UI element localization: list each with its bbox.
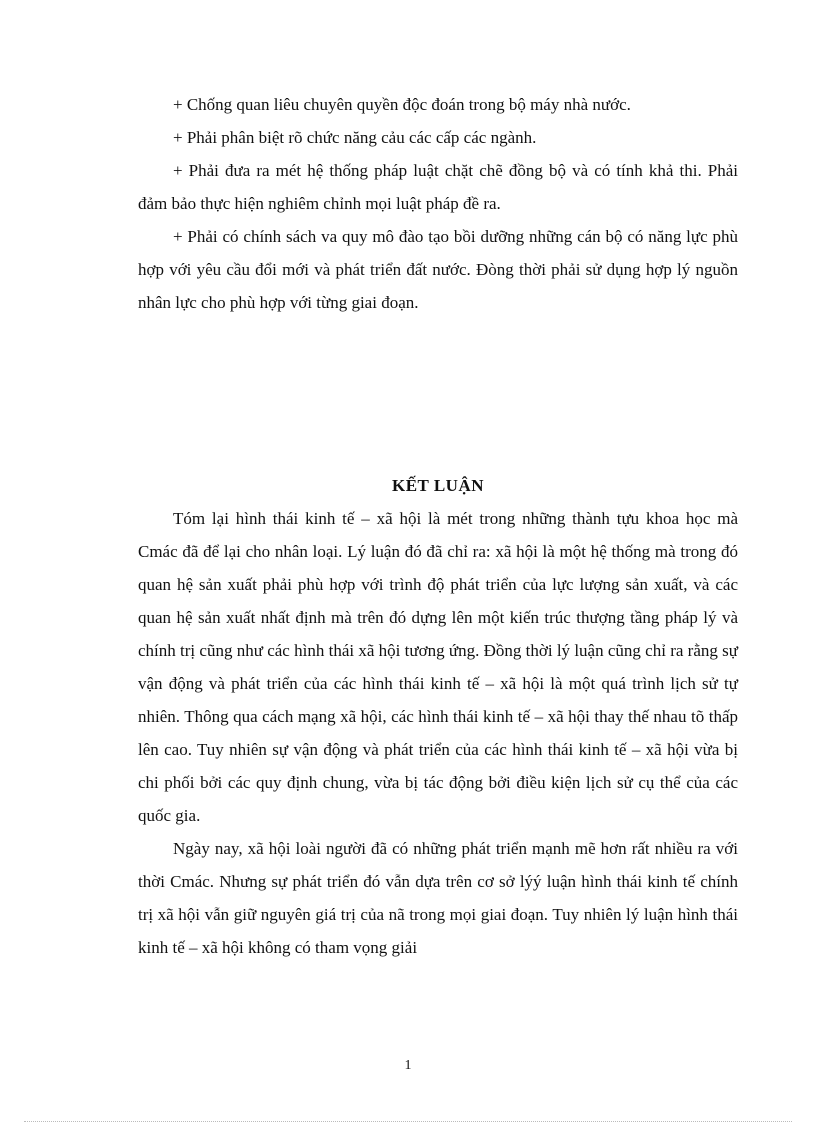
page-number: 1 <box>404 1058 412 1073</box>
section-heading: KẾT LUẬN <box>391 476 484 495</box>
bullet-paragraph: + Phải có chính sách va quy mô đào tạo bồi dưỡng những cán bộ có năng lực phù hợp với yêu cầu đổi mới và phát triển đất nước. Đòng thời phải sử dụng hợp lý nguồn nhân lực cho phù hợp với từng giai đoạn. <box>138 227 738 312</box>
conclusion-paragraph: Ngày nay, xã hội loài người đã có những phát triển mạnh mẽ hơn rất nhiều ra với thời Cmác. Nhưng sự phát triển đó vẫn dựa trên cơ sở lýý luận hình thái kinh tế chính trị xã hội vẫn giữ nguyên giá trị của nã trong mọi giai đoạn. Tuy nhiên lý luận hình thái kinh tế – xã hội không có tham vọng giải <box>138 839 738 957</box>
page-bottom-edge <box>24 1121 792 1122</box>
bullet-paragraph: + Phải đưa ra mét hệ thống pháp luật chặt chẽ đồng bộ và có tính khả thi. Phải đảm bảo thực hiện nghiêm chỉnh mọi luật pháp đề ra. <box>138 161 738 213</box>
bullet-paragraph: + Chống quan liêu chuyên quyền độc đoán trong bộ máy nhà nước. <box>173 95 631 114</box>
section-spacer <box>138 319 738 469</box>
conclusion-paragraph: Tóm lại hình thái kinh tế – xã hội là mét trong những thành tựu khoa học mà Cmác đã để lại cho nhân loại. Lý luận đó đã chỉ ra: xã hội là một hệ thống mà trong đó quan hệ sản xuất phải phù hợp với trình độ phát triển của lực lượng sản xuất, và các quan hệ sản xuất nhất định mà trên đó dựng lên một kiến trúc thượng tầng pháp lý và chính trị cũng như các hình thái xã hội tương ứng. Đồng thời lý luận cũng chỉ ra rằng sự vận động và phát triển của các hình thái kinh tế – xã hội là một quá trình lịch sử tự nhiên. Thông qua cách mạng xã hội, các hình thái kinh tế – xã hội thay thế nhau tõ thấp lên cao. Tuy nhiên sự vận động và phát triển của các hình thái kinh tế – xã hội vừa bị chi phối bởi các quy định chung, vừa bị tác động bởi điều kiện lịch sử cụ thể của các quốc gia. <box>138 509 738 825</box>
bullet-paragraph: + Phải phân biệt rõ chức năng cảu các cấp các ngành. <box>173 128 537 147</box>
page-content <box>138 88 738 964</box>
